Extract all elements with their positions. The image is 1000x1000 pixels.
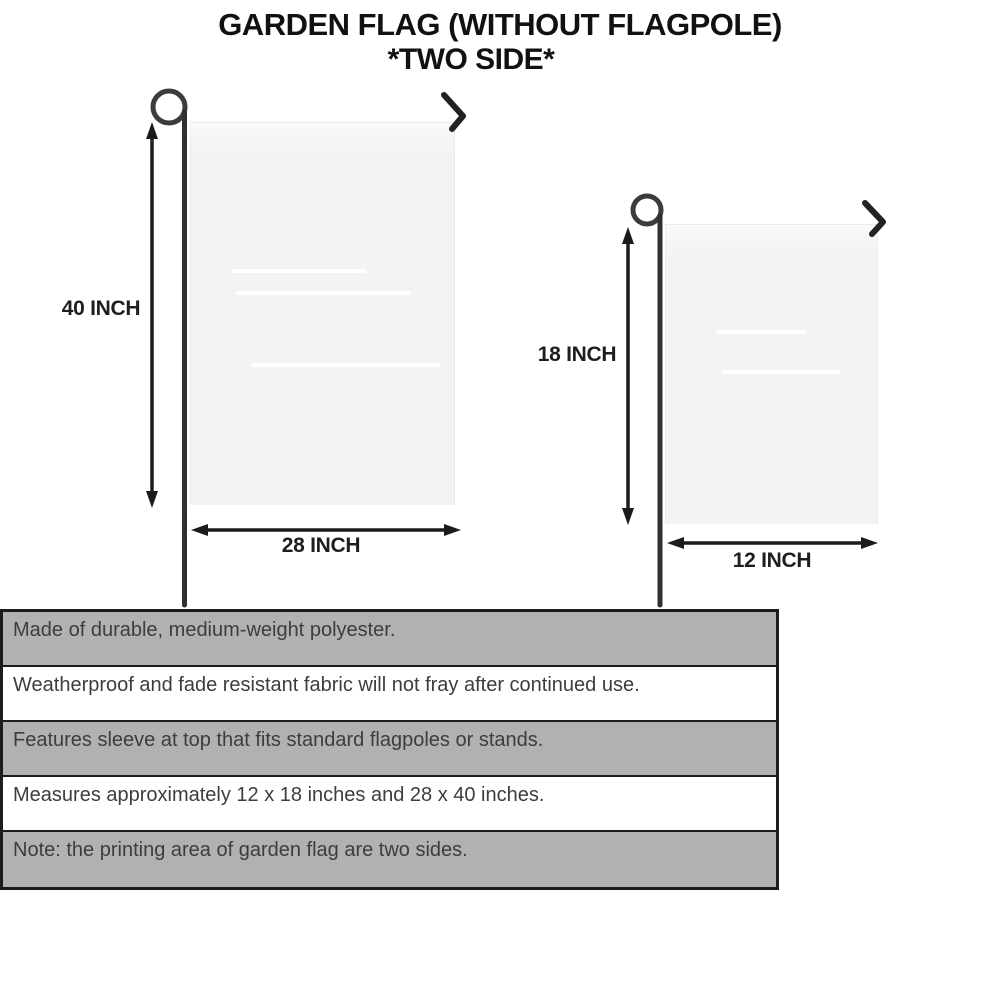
- small-flag-width-arrow-icon: [667, 537, 878, 549]
- feature-row: Made of durable, medium-weight polyester.: [3, 612, 776, 667]
- feature-row: Note: the printing area of garden flag are two sides.: [3, 832, 776, 887]
- large-flag-height-label: 40 INCH: [61, 297, 141, 320]
- small-flag-height-arrow-icon: [622, 227, 634, 525]
- feature-row: Weatherproof and fade resistant fabric will not fray after continued use.: [3, 667, 776, 722]
- feature-table: [0, 609, 779, 890]
- feature-row: Features sleeve at top that fits standard flagpoles or stands.: [3, 722, 776, 777]
- title-line-1: GARDEN FLAG (WITHOUT FLAGPOLE): [218, 7, 782, 42]
- small-flag-height-label: 18 INCH: [537, 343, 617, 366]
- dimension-diagram: [0, 80, 1000, 610]
- small-flagpole-icon: [633, 196, 661, 605]
- title-line-2: *TWO SIDE*: [387, 43, 555, 76]
- small-flag-hook-icon: [865, 203, 883, 234]
- large-flag-width-label: 28 INCH: [281, 534, 361, 557]
- large-flagpole-icon: [153, 91, 185, 605]
- large-flag-hook-icon: [444, 95, 463, 129]
- small-flag-width-label: 12 INCH: [732, 549, 812, 572]
- page-title: [0, 6, 1000, 77]
- feature-row: Measures approximately 12 x 18 inches and 28 x 40 inches.: [3, 777, 776, 832]
